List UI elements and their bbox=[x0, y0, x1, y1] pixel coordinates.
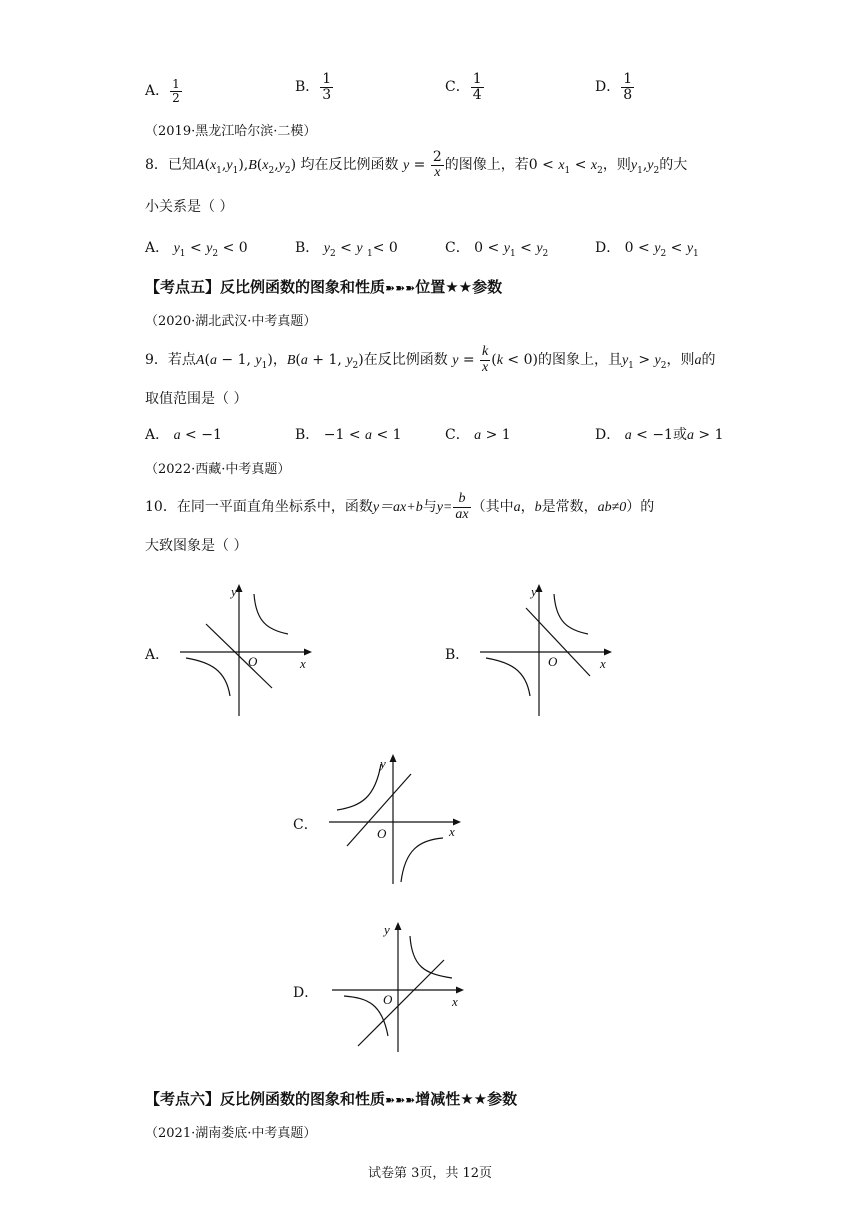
axis-y-label: y bbox=[380, 756, 386, 771]
hyperbola-branch bbox=[410, 936, 452, 978]
section5-heading: 【考点五】反比例函数的图象和性质➽➽➽位置★★参数 bbox=[145, 278, 503, 296]
hyperbola-branch bbox=[401, 838, 443, 882]
page-footer: 试卷第 3页，共 12页 bbox=[367, 1166, 493, 1181]
hyperbola-branch bbox=[554, 594, 588, 634]
section6-heading: 【考点六】反比例函数的图象和性质➽➽➽增减性★★参数 bbox=[145, 1090, 518, 1108]
axis-y-label: y bbox=[531, 584, 537, 599]
q8-stem-line2: 小关系是（ ） bbox=[145, 199, 234, 215]
arrow-icon: ➽➽➽ bbox=[385, 281, 416, 295]
axis-y-label: y bbox=[231, 584, 237, 599]
q10-option-d-label: D． bbox=[293, 985, 319, 1001]
q7-option-b: B． $\frac{1}{3}$ bbox=[295, 71, 332, 103]
axis-x-label: x bbox=[300, 656, 306, 671]
q9-stem-line2: 取值范围是（ ） bbox=[145, 391, 248, 407]
graph-c bbox=[325, 754, 465, 889]
q7-option-a: A． $\frac{1}{2}$ bbox=[145, 77, 180, 105]
q9-option-c: C． a > 1 bbox=[445, 427, 511, 443]
graph-b bbox=[476, 584, 616, 719]
y-arrow-icon bbox=[390, 754, 397, 762]
q10-stem-line1: 10．在同一平面直角坐标系中，函数y＝ax+b与y= $\frac{b}{ax}$ （其中a，b是常数，ab≠0）的 bbox=[145, 491, 655, 522]
q8-option-d: D． $0 < y_2 < y_1$ bbox=[595, 240, 699, 259]
x-arrow-icon bbox=[456, 987, 464, 994]
q9-source: （2020·湖北武汉·中考真题） bbox=[145, 314, 317, 329]
hyperbola-branch bbox=[486, 658, 530, 696]
graph-a bbox=[176, 584, 316, 719]
q7-option-c: C． $\frac{1}{4}$ bbox=[445, 71, 482, 103]
axis-x-label: x bbox=[452, 994, 458, 1009]
y-arrow-icon bbox=[395, 922, 402, 930]
q7-option-d: D． $\frac{1}{8}$ bbox=[595, 71, 633, 103]
hyperbola-branch bbox=[186, 658, 230, 696]
origin-label: O bbox=[383, 992, 393, 1007]
q9-option-a: A． a < −1 bbox=[145, 427, 222, 443]
graph-d bbox=[328, 922, 468, 1057]
hyperbola-branch bbox=[337, 764, 381, 810]
arrow-icon: ➽➽➽ bbox=[385, 1093, 416, 1107]
axis-x-label: x bbox=[449, 824, 455, 839]
origin-label: O bbox=[377, 826, 387, 841]
hyperbola-branch bbox=[254, 594, 288, 634]
q8-source: （2019·黑龙江哈尔滨·二模） bbox=[145, 124, 317, 139]
line-graph bbox=[526, 608, 590, 676]
q8-option-c: C． $0 < y_1 < y_2$ bbox=[445, 240, 549, 259]
q10-option-a-label: A． bbox=[145, 647, 170, 663]
q9-option-d: D． a < −1或a > 1 bbox=[595, 427, 724, 443]
q10-option-b-label: B． bbox=[445, 647, 470, 663]
q10-source: （2022·西藏·中考真题） bbox=[145, 462, 291, 477]
axis-y-label: y bbox=[384, 922, 390, 937]
origin-label: O bbox=[548, 654, 558, 669]
q8-option-b: B． $y_2 < y$ $_1$< 0 bbox=[295, 240, 398, 259]
q10-stem-line2: 大致图象是（ ） bbox=[145, 538, 248, 554]
x-arrow-icon bbox=[304, 649, 312, 656]
q9-option-b: B． −1 < a < 1 bbox=[295, 427, 402, 443]
hyperbola-branch bbox=[344, 996, 388, 1036]
axis-x-label: x bbox=[600, 656, 606, 671]
q8-stem-line1: 8．已知$A(x_1,y_1),B(x_2,y_2)$ 均在反比例函数 y = $\frac{2}{x}$ 的图像上，若$0 < x_1 < x_2$，则$y_1,y_2$的大 bbox=[145, 149, 688, 180]
q10-option-c-label: C． bbox=[293, 817, 318, 833]
x-arrow-icon bbox=[604, 649, 612, 656]
origin-label: O bbox=[248, 654, 258, 669]
q11-source: （2021·湖南娄底·中考真题） bbox=[145, 1126, 317, 1141]
q9-stem-line1: 9．若点A(a − 1, $y_1$)，B(a + 1, $y_2$)在反比例函数 y = $\frac{k}{x}$ (k < 0)的图象上，且$y_1 > y_2$，则a的 bbox=[145, 344, 716, 375]
q8-option-a: A． $y_1 < y_2 < 0$ bbox=[145, 240, 248, 259]
